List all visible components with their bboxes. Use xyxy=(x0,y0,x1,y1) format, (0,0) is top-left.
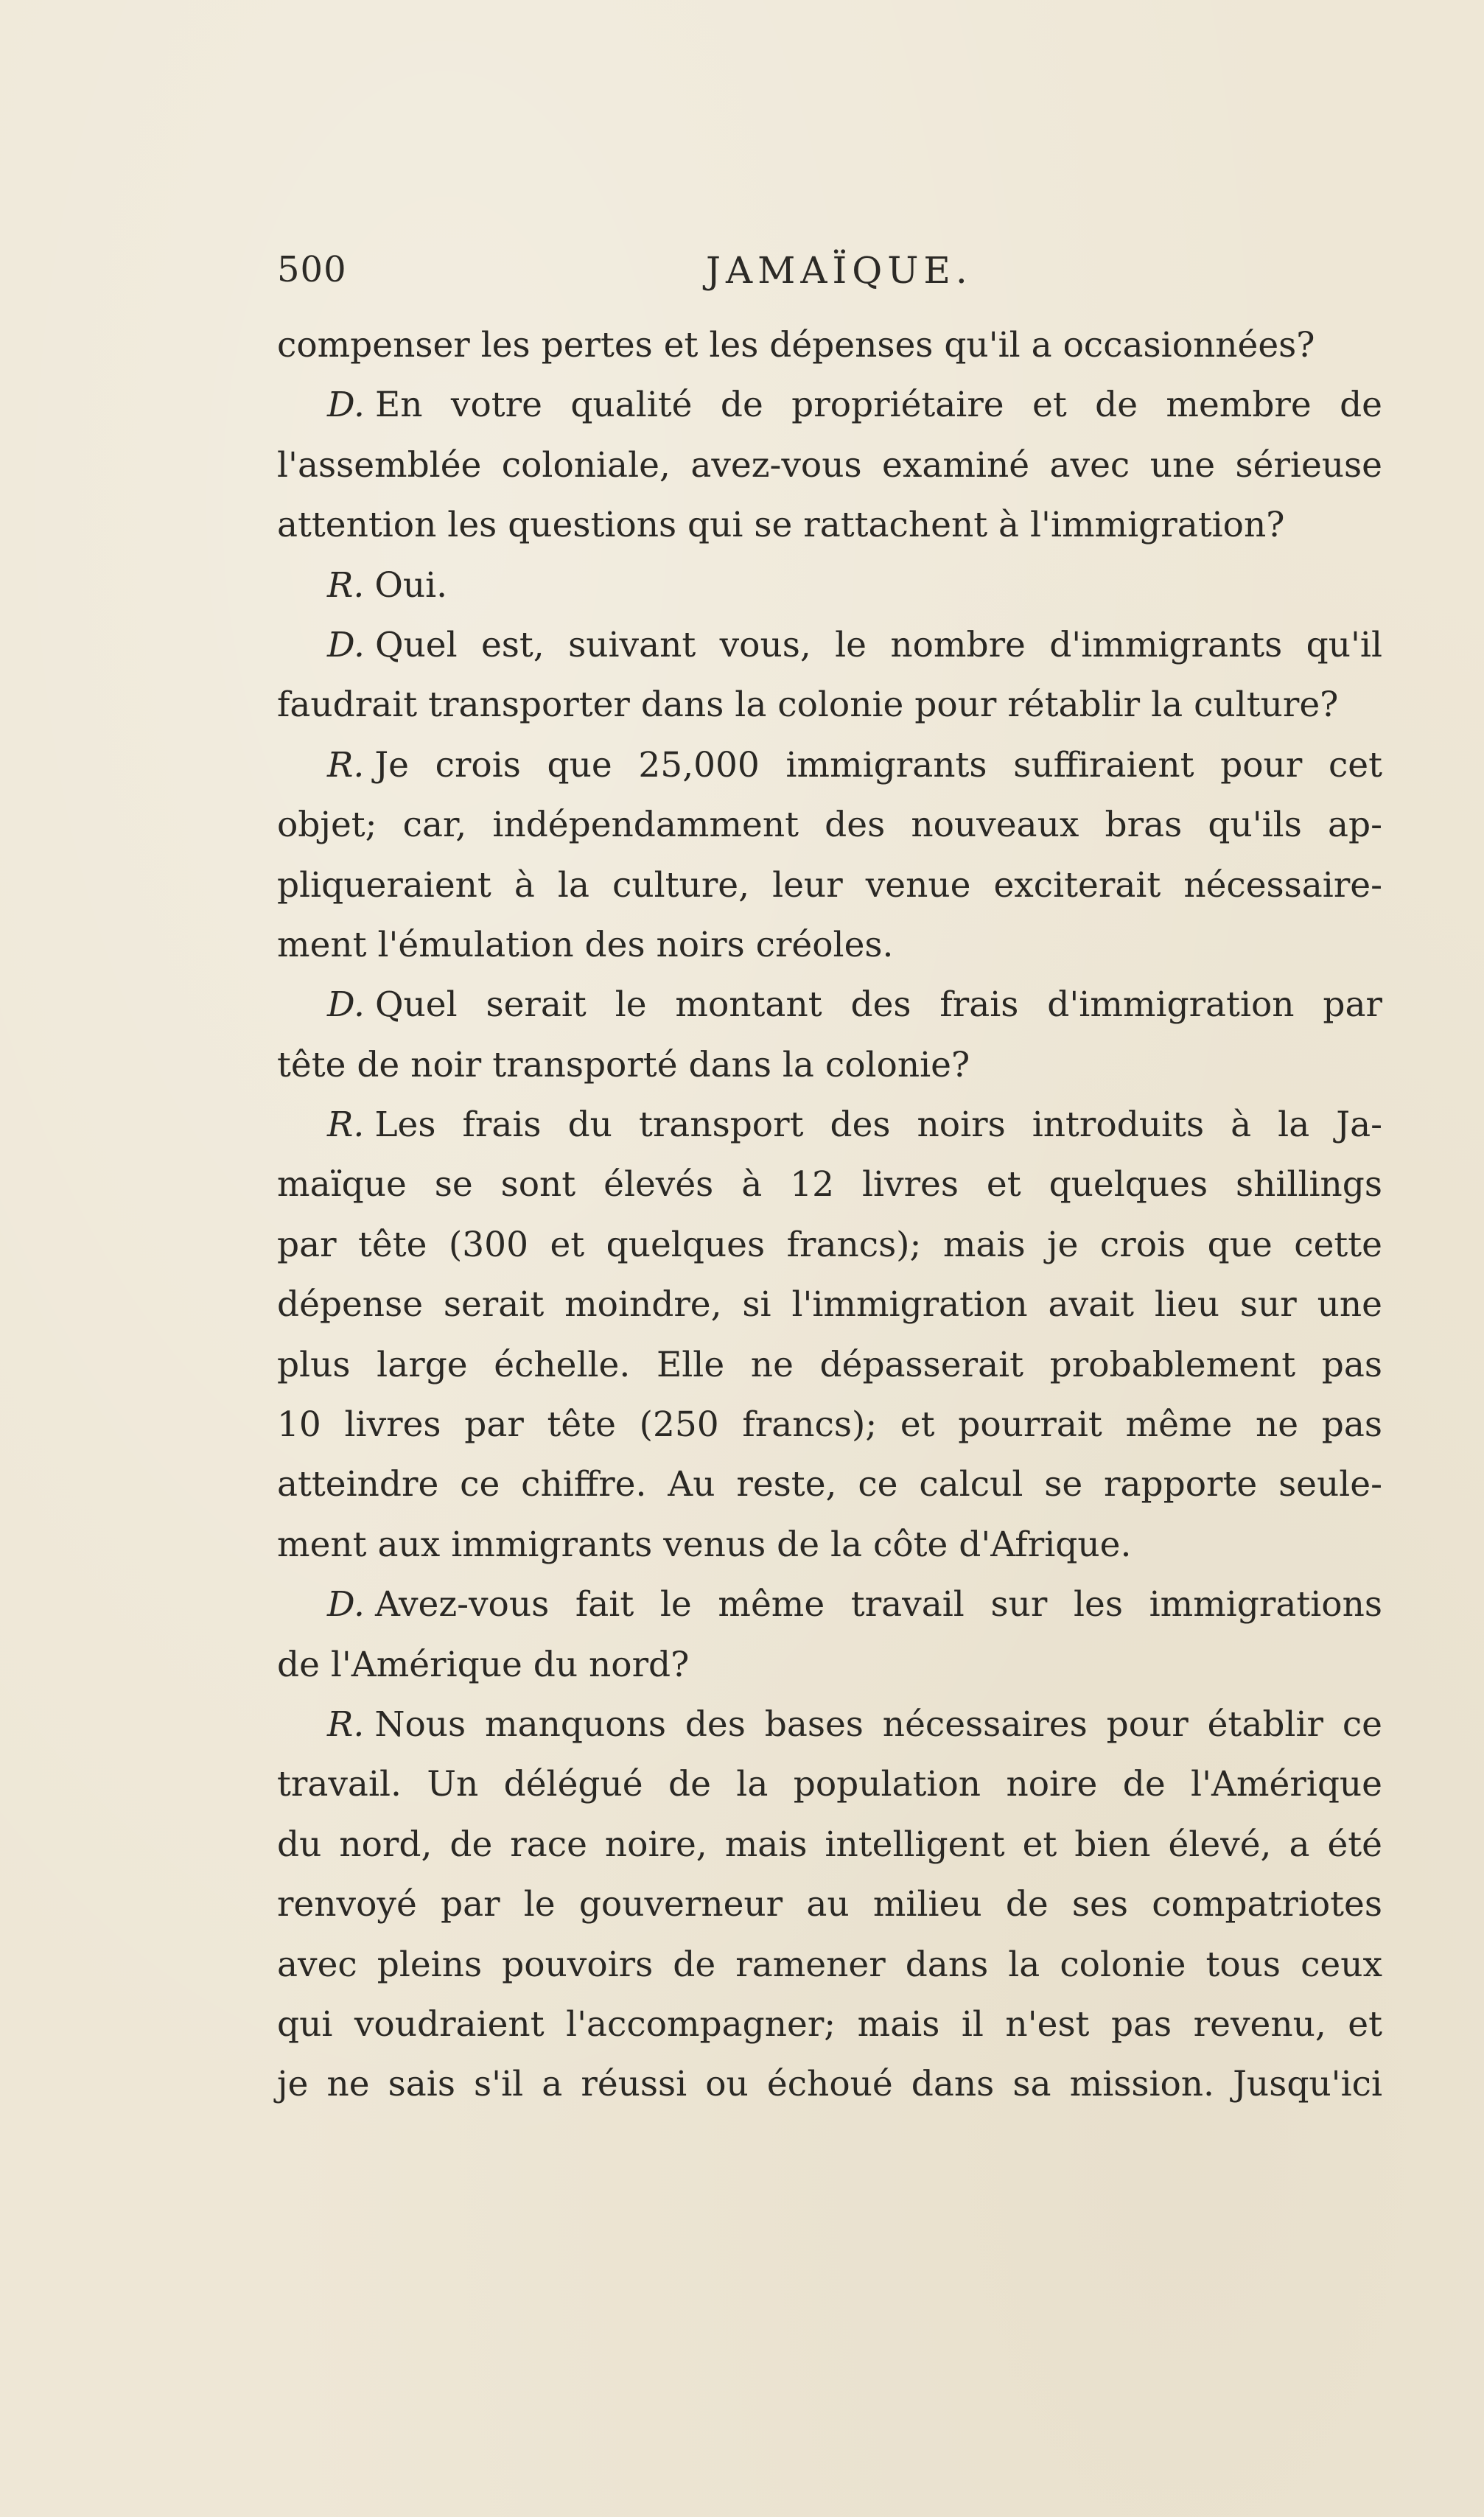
line-text: renvoyé par le gouverneur au milieu de ses compatriotes xyxy=(277,1884,1382,1925)
line-text: travail. Un délégué de la population noire de l'Amérique xyxy=(277,1764,1382,1805)
line-text: maïque se sont élevés à 12 livres et quelques shillings xyxy=(277,1164,1382,1205)
line-text: du nord, de race noire, mais intelligent et bien élevé, a été xyxy=(277,1824,1382,1865)
line-text: avec pleins pouvoirs de ramener dans la colonie tous ceux xyxy=(277,1944,1382,1985)
text-line xyxy=(277,1515,1382,1575)
line-text: pliqueraient à la culture, leur venue exciterait nécessaire- xyxy=(277,864,1382,906)
line-text: qui voudraient l'accompagner; mais il n'est pas revenu, et xyxy=(277,2003,1382,2045)
speaker-label: R. xyxy=(327,744,365,785)
text-line xyxy=(277,1815,1382,1874)
line-text: par tête (300 et quelques francs); mais je crois que cette xyxy=(277,1224,1382,1265)
text-line xyxy=(277,315,1382,375)
text-line xyxy=(277,1395,1382,1454)
line-text: dépense serait moindre, si l'immigration avait lieu sur une xyxy=(277,1284,1382,1326)
text-line xyxy=(277,915,1382,975)
text-line xyxy=(277,855,1382,915)
text-line xyxy=(277,375,1382,435)
text-line xyxy=(277,1275,1382,1334)
line-text: Les frais du transport des noirs introduits à la Ja- xyxy=(374,1105,1382,1146)
text-line xyxy=(277,556,1382,615)
speaker-label: R. xyxy=(327,564,365,606)
text-line xyxy=(277,975,1382,1035)
text-line xyxy=(277,1035,1382,1095)
speaker-label: D. xyxy=(327,984,365,1026)
text-line xyxy=(277,2054,1382,2114)
line-text: ment aux immigrants venus de la côte d'Afrique. xyxy=(277,1524,1132,1565)
line-text: Je crois que 25,000 immigrants suffiraient pour cet xyxy=(374,744,1382,785)
line-text: je ne sais s'il a réussi ou échoué dans sa mission. Jusqu'ici xyxy=(277,2064,1382,2105)
text-line xyxy=(277,615,1382,675)
line-text: ment l'émulation des noirs créoles. xyxy=(277,924,894,965)
line-text: compenser les pertes et les dépenses qu'il a occasionnées? xyxy=(277,325,1315,365)
text-line xyxy=(277,1575,1382,1634)
text-line xyxy=(277,1995,1382,2054)
speaker-label: R. xyxy=(327,1105,365,1146)
line-text: objet; car, indépendamment des nouveaux bras qu'ils ap- xyxy=(277,805,1382,846)
text-line xyxy=(277,1155,1382,1214)
text-line xyxy=(277,1215,1382,1275)
text-line xyxy=(277,1095,1382,1155)
text-line xyxy=(277,1935,1382,1995)
speaker-label: D. xyxy=(327,1584,365,1625)
text-line xyxy=(277,495,1382,555)
line-text: atteindre ce chiffre. Au reste, ce calcul se rapporte seule- xyxy=(277,1464,1382,1505)
line-text: l'assemblée coloniale, avez-vous examiné avec une sérieuse xyxy=(277,444,1382,486)
line-text: plus large échelle. Elle ne dépasserait probablement pas xyxy=(277,1344,1382,1385)
text-line xyxy=(277,1454,1382,1514)
text-line xyxy=(277,435,1382,495)
line-text: Oui. xyxy=(374,564,448,606)
speaker-label: D. xyxy=(327,385,365,426)
line-text: En votre qualité de propriétaire et de membre de xyxy=(374,385,1382,426)
text-line xyxy=(277,1335,1382,1395)
page-number: 500 xyxy=(277,249,347,290)
running-title: JAMAÏQUE. xyxy=(706,249,973,292)
page-header xyxy=(277,249,1382,308)
text-line xyxy=(277,1695,1382,1754)
line-text: Quel serait le montant des frais d'immigration par xyxy=(374,984,1382,1026)
line-text: de l'Amérique du nord? xyxy=(277,1644,690,1685)
speaker-label: D. xyxy=(327,624,365,665)
line-text: 10 livres par tête (250 francs); et pourrait même ne pas xyxy=(277,1404,1382,1446)
text-line xyxy=(277,1754,1382,1814)
line-text: Quel est, suivant vous, le nombre d'immigrants qu'il xyxy=(374,624,1382,665)
line-text: faudrait transporter dans la colonie pour rétablir la culture? xyxy=(277,685,1339,726)
text-line xyxy=(277,795,1382,855)
text-line xyxy=(277,735,1382,795)
line-text: Avez-vous fait le même travail sur les immigrations xyxy=(374,1584,1382,1625)
body-text xyxy=(277,315,1382,2115)
text-line xyxy=(277,1874,1382,1934)
line-text: Nous manquons des bases nécessaires pour établir ce xyxy=(374,1704,1382,1745)
line-text: tête de noir transporté dans la colonie? xyxy=(277,1044,970,1085)
text-line xyxy=(277,675,1382,735)
text-line xyxy=(277,1635,1382,1695)
line-text: attention les questions qui se rattachent à l'immigration? xyxy=(277,505,1285,546)
speaker-label: R. xyxy=(327,1704,365,1745)
